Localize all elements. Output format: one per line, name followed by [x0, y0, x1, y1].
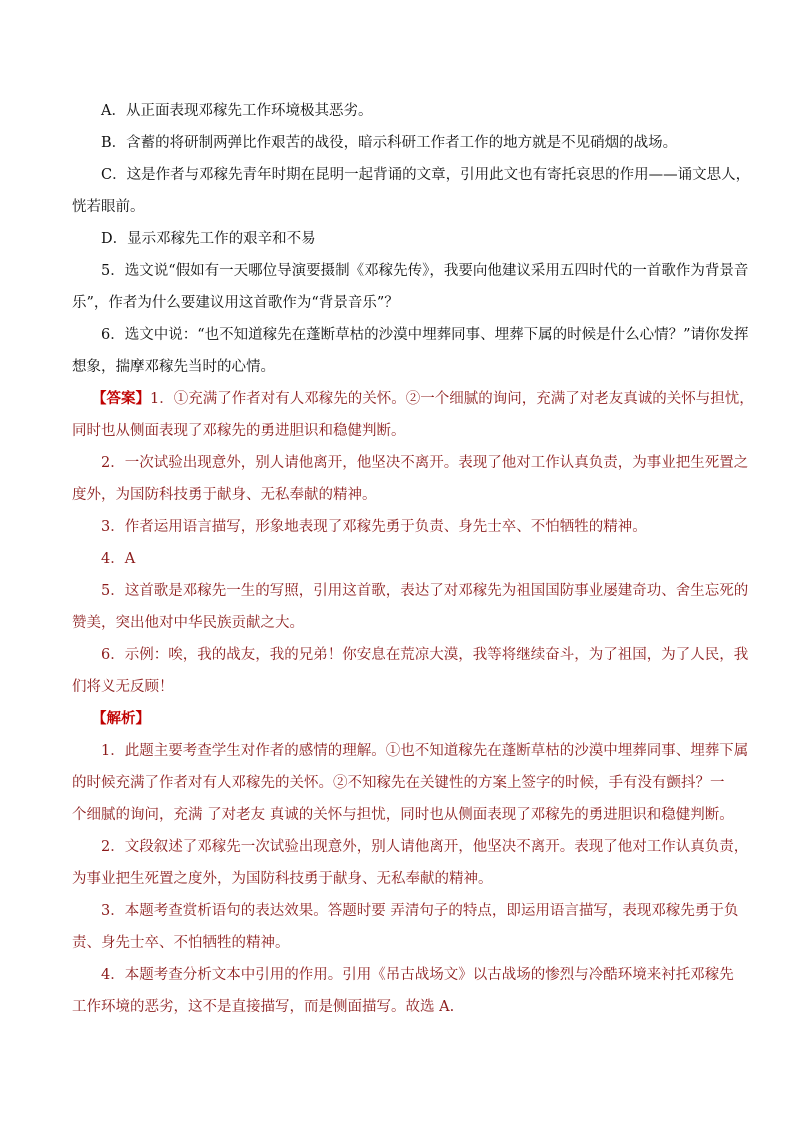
- option-c-line2: 恍若眼前。: [72, 199, 145, 215]
- question-5-line1: 5．选文说“假如有一天哪位导演要摄制《邓稼先传》，我要向他建议采用五四时代的一首歌作为背景音: [101, 263, 749, 279]
- answer-2-line1: 2．一次试验出现意外，别人请他离开，他坚决不离开。表现了他对工作认真负责，为事业把生死置之: [101, 455, 749, 471]
- answer-4: 4．A: [101, 551, 136, 567]
- analysis-1-line1: 1．此题主要考查学生对作者的感情的理解。①也不知道稼先在蓬断草枯的沙漠中埋葬同事、埋葬下属: [101, 743, 749, 759]
- question-5-line2: 乐”，作者为什么要建议用这首歌作为“背景音乐”？: [72, 295, 399, 311]
- analysis-label: 【解析】: [92, 710, 150, 727]
- option-b: B．含蓄的将研制两弹比作艰苦的战役，暗示科研工作者工作的地方就是不见硝烟的战场。: [101, 135, 678, 151]
- analysis-3-line1: 3．本题考查赏析语句的表达效果。答题时要 弄清句子的特点，即运用语言描写，表现邓稼先勇于负: [101, 903, 739, 919]
- answer-line1: [92, 389, 754, 409]
- analysis-2-line2: 为事业把生死置之度外，为国防科技勇于献身、无私奉献的精神。: [72, 871, 493, 887]
- answer-1-line1: 1．①充满了作者对有人邓稼先的关怀。②一个细腻的询问，充满了对老友真诚的关怀与担忧，: [150, 391, 754, 407]
- answer-label: 【答案】: [92, 390, 150, 407]
- answer-5-line2: 赞美，突出他对中华民族贡献之大。: [72, 615, 304, 631]
- analysis-4-line2: 工作环境的恶劣，这不是直接描写，而是侧面描写。故选 A.: [72, 999, 455, 1015]
- question-6-line2: 想象，揣摩邓稼先当时的心情。: [72, 359, 275, 375]
- answer-5-line1: 5．这首歌是邓稼先一生的写照，引用这首歌，表达了对邓稼先为祖国国防事业屡建奇功、舍生忘死的: [101, 583, 749, 599]
- analysis-4-line1: 4．本题考查分析文本中引用的作用。引用《吊古战场文》以古战场的惨烈与冷酷环境来衬托邓稼先: [101, 967, 734, 983]
- analysis-1-line3: 个细腻的询问，充满 了对老友 真诚的关怀与担忧，同时也从侧面表现了邓稼先的勇进胆识和稳健判断。: [72, 807, 734, 823]
- analysis-2-line1: 2．文段叙述了邓稼先一次试验出现意外，别人请他离开，他坚决不离开。表现了他对工作认真负责，: [101, 839, 749, 855]
- analysis-1-line2: 的时候充满了作者对有人邓稼先的关怀。②不知稼先在关键性的方案上签字的时候，手有没有颤抖？一: [72, 775, 725, 791]
- option-d: D．显示邓稼先工作的艰辛和不易: [101, 231, 316, 247]
- question-6-line1: 6．选文中说：“也不知道稼先在蓬断草枯的沙漠中埋葬同事、埋葬下属的时候是什么心情？”请你发挥: [101, 327, 749, 343]
- answer-6-line2: 们将义无反顾！: [72, 679, 174, 695]
- analysis-3-line2: 责、身先士卒、不怕牺牲的精神。: [72, 935, 290, 951]
- answer-3: 3．作者运用语言描写，形象地表现了邓稼先勇于负责、身先士卒、不怕牺牲的精神。: [101, 519, 647, 535]
- option-c-line1: C．这是作者与邓稼先青年时期在昆明一起背诵的文章，引用此文也有寄托哀思的作用——诵文思人，: [101, 167, 751, 183]
- answer-2-line2: 度外，为国防科技勇于献身、无私奉献的精神。: [72, 487, 377, 503]
- answer-1-line2: 同时也从侧面表现了邓稼先的勇进胆识和稳健判断。: [72, 423, 406, 439]
- option-a: A．从正面表现邓稼先工作环境极其恶劣。: [101, 103, 373, 119]
- answer-6-line1: 6．示例：唉，我的战友，我的兄弟！你安息在荒凉大漠，我等将继续奋斗，为了祖国，为了人民，我: [101, 647, 749, 663]
